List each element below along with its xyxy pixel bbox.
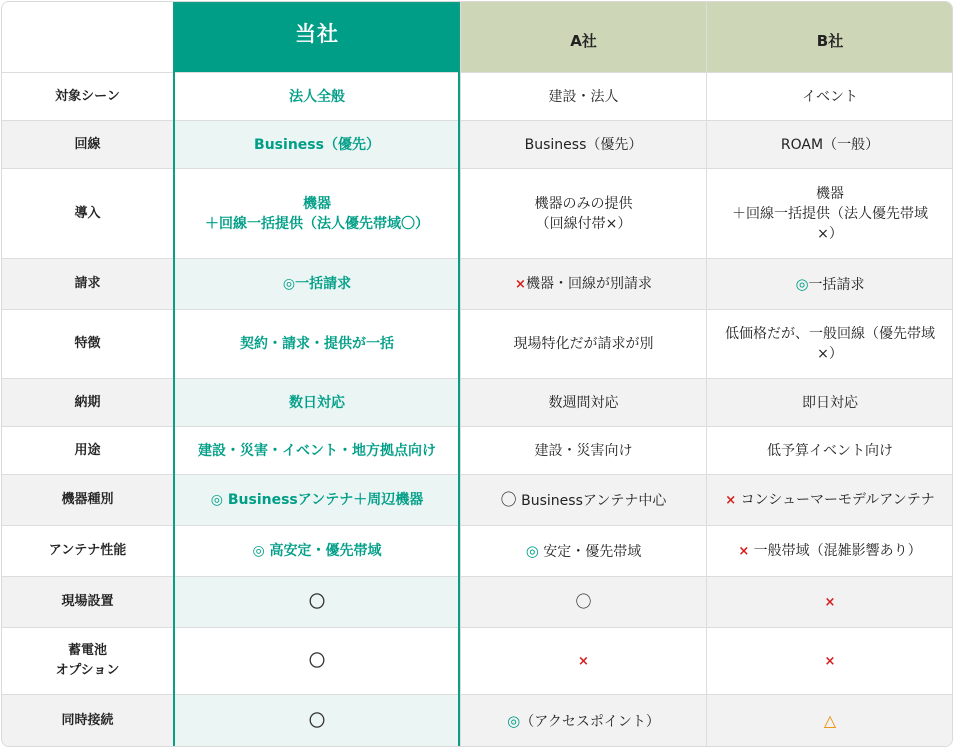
table-row-line [2, 121, 954, 169]
double-circle-icon: ◎ [507, 711, 521, 730]
own-cell [174, 695, 461, 748]
table-row-introduction [2, 169, 954, 259]
company-a-cell: 現場特化だが請求が別 [461, 310, 707, 379]
cell-text: Businessアンテナ中心 [516, 492, 667, 509]
cross-icon: × [738, 543, 750, 559]
table-row-equipment-type [2, 475, 954, 526]
company-a-cell: 機器のみの提供 （回線付帯×） [461, 169, 707, 259]
header-company-b: B社 [707, 2, 954, 73]
circle-icon: 〇 [308, 591, 325, 611]
header-own-company: 当社 [174, 2, 461, 73]
row-label: 回線 [2, 121, 174, 169]
company-a-cell: 建設・法人 [461, 73, 707, 121]
own-cell: ◎ Businessアンテナ＋周辺機器 [174, 475, 461, 526]
company-b-cell [707, 475, 954, 526]
own-cell [174, 628, 461, 695]
row-label: 導入 [2, 169, 174, 259]
row-label: 納期 [2, 379, 174, 427]
company-b-cell: ROAM（一般） [707, 121, 954, 169]
company-b-cell [707, 577, 954, 628]
cell-text: 機器・回線が別請求 [525, 275, 652, 292]
header-company-a: A社 [461, 2, 707, 73]
comparison-table [1, 1, 953, 747]
cell-text: 安定・優先帯域 [538, 543, 642, 560]
circle-icon: 〇 [500, 489, 517, 509]
company-b-cell [707, 526, 954, 577]
cross-icon: × [515, 276, 526, 292]
company-b-cell: 機器 ＋回線一括提供（法人優先帯域 ×） [707, 169, 954, 259]
company-a-cell: 建設・災害向け [461, 427, 707, 475]
cell-text: コンシューマーモデルアンテナ [736, 491, 935, 508]
company-b-cell [707, 695, 954, 748]
table-row-antenna-performance [2, 526, 954, 577]
table-row-usage [2, 427, 954, 475]
circle-icon: 〇 [308, 650, 325, 670]
company-b-cell: 低予算イベント向け [707, 427, 954, 475]
company-a-cell [461, 577, 707, 628]
own-cell: 数日対応 [174, 379, 461, 427]
row-label: 現場設置 [2, 577, 174, 628]
cross-icon: × [578, 653, 589, 669]
cell-text: 一般帯域（混雑影響あり） [749, 542, 922, 559]
cell-text: （アクセスポイント） [520, 713, 660, 730]
row-label: 特徴 [2, 310, 174, 379]
row-label: 機器種別 [2, 475, 174, 526]
row-label: 同時接続 [2, 695, 174, 748]
circle-icon: 〇 [308, 710, 325, 730]
company-a-cell [461, 259, 707, 310]
company-b-cell: イベント [707, 73, 954, 121]
double-circle-icon: ◎ [795, 274, 809, 293]
header-row [2, 2, 954, 73]
own-cell: Business（優先） [174, 121, 461, 169]
company-b-cell [707, 259, 954, 310]
company-a-cell: Business（優先） [461, 121, 707, 169]
row-label: 請求 [2, 259, 174, 310]
own-cell: 機器 ＋回線一括提供（法人優先帯域〇） [174, 169, 461, 259]
own-cell: ◎一括請求 [174, 259, 461, 310]
header-corner [2, 2, 174, 73]
company-b-cell: 即日対応 [707, 379, 954, 427]
table-row-simultaneous-connections [2, 695, 954, 748]
company-a-cell [461, 475, 707, 526]
own-cell: 建設・災害・イベント・地方拠点向け [174, 427, 461, 475]
triangle-icon: △ [823, 710, 837, 730]
table-row-delivery [2, 379, 954, 427]
comparison-table-container [1, 1, 953, 747]
own-cell: 契約・請求・提供が一括 [174, 310, 461, 379]
company-b-cell: 低価格だが、一般回線（優先帯域 ×） [707, 310, 954, 379]
table-row-onsite-installation [2, 577, 954, 628]
row-label: 用途 [2, 427, 174, 475]
cell-text: 一括請求 [808, 276, 865, 293]
own-cell: ◎ 高安定・優先帯域 [174, 526, 461, 577]
table-row-target-scene [2, 73, 954, 121]
table-row-billing [2, 259, 954, 310]
company-a-cell [461, 695, 707, 748]
company-b-cell [707, 628, 954, 695]
table-row-battery-option [2, 628, 954, 695]
table-row-features [2, 310, 954, 379]
company-a-cell [461, 526, 707, 577]
cross-icon: × [824, 594, 836, 610]
row-label: 蓄電池 オプション [2, 628, 174, 695]
own-cell [174, 577, 461, 628]
double-circle-icon: ◎ [525, 541, 539, 560]
row-label: 対象シーン [2, 73, 174, 121]
own-cell: 法人全般 [174, 73, 461, 121]
circle-icon: 〇 [575, 591, 592, 611]
company-a-cell [461, 628, 707, 695]
row-label: アンテナ性能 [2, 526, 174, 577]
cross-icon: × [725, 492, 737, 508]
cross-icon: × [824, 653, 836, 669]
company-a-cell: 数週間対応 [461, 379, 707, 427]
